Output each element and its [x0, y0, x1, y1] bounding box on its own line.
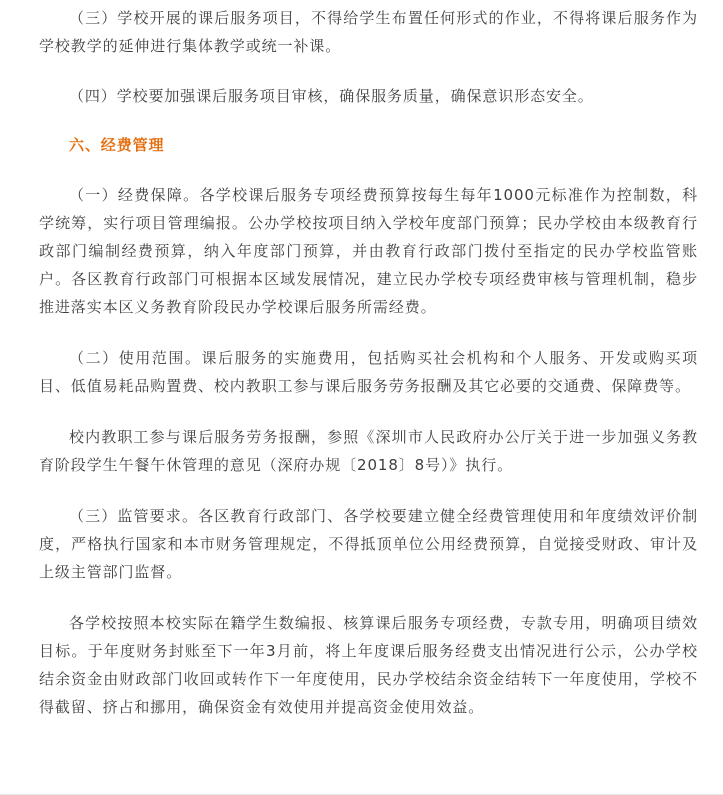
paragraph-supervision: （三）监管要求。各区教育行政部门、各学校要建立健全经费管理使用和年度绩效评价制度，严格执行国家和本市财务管理规定，不得抵顶单位公用经费预算，自觉接受财政、审计及上级主管部门监督。	[39, 507, 698, 581]
paragraph-project-review: （四）学校要加强课后服务项目审核，确保服务质量，确保意识形态安全。	[69, 87, 594, 105]
paragraph-usage-scope: （二）使用范围。课后服务的实施费用，包括购买社会机构和个人服务、开发或购买项目、低值易耗品购置费、校内教职工参与课后服务劳务报酬及其它必要的交通费、保障费等。	[39, 349, 698, 395]
paragraph-staff-remuneration: 校内教职工参与课后服务劳务报酬，参照《深圳市人民政府办公厅关于进一步加强义务教育阶段学生午餐午休管理的意见（深府办规〔2018〕8号）》执行。	[39, 428, 698, 474]
paragraph-funding-guarantee: （一）经费保障。各学校课后服务专项经费预算按每生每年1000元标准作为控制数，科学统筹，实行项目管理编报。公办学校按项目纳入学校年度部门预算；民办学校由本级教育行政部门编制经费预算，纳入年度部门预算，并由教育行政部门拨付至指定的民办学校监管账户。各区教育行政部门可根据本区域发展情况，建立民办学校专项经费审核与管理机制，稳步推进落实本区义务教育阶段民办学校课后服务所需经费。	[39, 186, 698, 316]
section-heading-funding: 六、经费管理	[69, 136, 165, 154]
paragraph-budget-accounting: 各学校按照本校实际在籍学生数编报、核算课后服务专项经费，专款专用，明确项目绩效目标。于年度财务封账至下一年3月前，将上年度课后服务经费支出情况进行公示，公办学校结余资金由财政部门收回或转作下一年度使用，民办学校结余资金结转下一年度使用，学校不得截留、挤占和挪用，确保资金有效使用并提高资金使用效益。	[39, 614, 698, 716]
paragraph-homework-rule: （三）学校开展的课后服务项目，不得给学生布置任何形式的作业，不得将课后服务作为学校教学的延伸进行集体教学或统一补课。	[39, 9, 698, 55]
